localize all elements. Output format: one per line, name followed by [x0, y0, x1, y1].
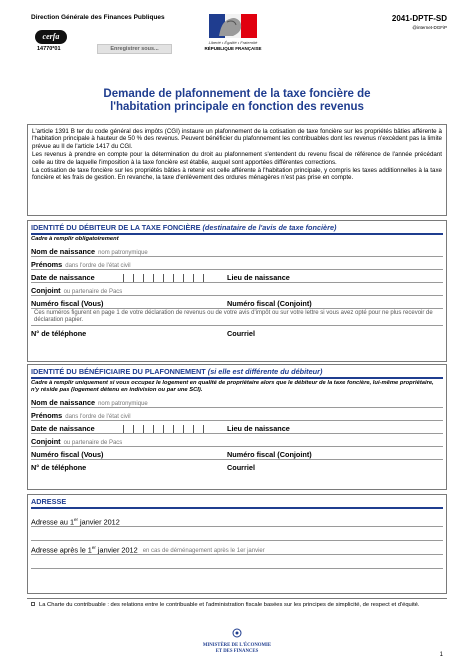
conjoint-hint: ou partenaire de Pacs — [63, 440, 123, 446]
conjoint-label: Conjoint ou partenaire de Pacs — [31, 286, 123, 295]
ministry-emblem-icon — [232, 628, 242, 638]
marianne-logo-icon — [205, 12, 260, 40]
date-boxes[interactable] — [123, 425, 203, 433]
debtor-title-italic: (destinataire de l'avis de taxe foncière) — [202, 223, 337, 232]
beneficiary-contact-field[interactable] — [31, 460, 443, 473]
prenoms-hint: dans l'ordre de l'état civil — [65, 414, 131, 420]
form-title — [27, 88, 447, 114]
prenoms-label: Prénoms dans l'ordre de l'état civil — [31, 411, 131, 420]
debtor-note: Cadre à remplir obligatoirement — [31, 236, 119, 242]
debtor-title-text: IDENTITÉ DU DÉBITEUR DE LA TAXE FONCIÈRE — [31, 223, 201, 232]
charter-text: La Charte du contribuable : des relations entre le contribuable et l'administration fiscale basées sur les principes de simplicité, de respect et d'équité. — [39, 602, 420, 608]
debtor-section — [27, 220, 447, 362]
debtor-contact-field[interactable] — [31, 326, 443, 339]
address-after-field[interactable] — [31, 541, 443, 555]
intro-paragraph: La cotisation de taxe foncière sur les propriétés bâties à retenir est celle afférente à l'habitation principale, y compris les taxes additionnelles à la taxe foncière et les frais de gestion. En revanche, la taxe d'enlèvement des ordures ménagères n'est pas prise en compte. — [32, 167, 442, 182]
conjoint-hint: ou partenaire de Pacs — [63, 289, 123, 295]
prenoms-label: Prénoms dans l'ordre de l'état civil — [31, 260, 131, 269]
courriel-label: Courriel — [227, 463, 255, 472]
address-section — [27, 494, 447, 594]
nom-label: Nom de naissance nom patronymique — [31, 398, 148, 407]
numvous-label: Numéro fiscal (Vous) — [31, 450, 104, 459]
debtor-prenoms-field[interactable] — [31, 257, 443, 270]
nom-hint: nom patronymique — [98, 401, 148, 407]
beneficiary-title-text: IDENTITÉ DU BÉNÉFICIAIRE DU PLAFONNEMENT — [31, 367, 206, 376]
form-source: @internet-DGFiP — [412, 25, 447, 30]
nom-hint: nom patronymique — [98, 250, 148, 256]
courriel-label: Courriel — [227, 329, 255, 338]
section-rule — [31, 507, 443, 509]
address-after-line2[interactable] — [31, 555, 443, 569]
form-code: 2041-DPTF-SD — [391, 14, 447, 23]
address-2012-line2[interactable] — [31, 527, 443, 541]
nom-label: Nom de naissance nom patronymique — [31, 247, 148, 256]
debtor-conjoint-field[interactable] — [31, 283, 443, 296]
debtor-numero-field[interactable] — [31, 296, 443, 309]
beneficiary-section — [27, 364, 447, 490]
cerfa-logo: cerfa — [35, 30, 67, 44]
prenoms-hint: dans l'ordre de l'état civil — [65, 263, 131, 269]
direction-label: Direction Générale des Finances Publiques — [31, 14, 165, 21]
beneficiary-numero-field[interactable] — [31, 447, 443, 460]
save-as-button[interactable]: Enregistrer sous... — [97, 44, 172, 54]
numconj-label: Numéro fiscal (Conjoint) — [227, 450, 312, 459]
intro-paragraph: Les revenus à prendre en compte pour la détermination du droit au plafonnement s'entendent du revenu fiscal de référence de l'année précédant celle au titre de laquelle l'imposition à la taxe foncière est établie, auquel sont apportées différentes corrections. — [32, 151, 442, 166]
page-number: 1 — [439, 652, 443, 658]
debtor-nom-field[interactable] — [31, 244, 443, 257]
form-title-line: l'habitation principale en fonction des revenus — [110, 101, 364, 113]
numconj-label: Numéro fiscal (Conjoint) — [227, 299, 312, 308]
republic-block — [198, 40, 268, 51]
charter-bullet-icon — [31, 602, 35, 606]
beneficiary-nom-field[interactable] — [31, 395, 443, 408]
beneficiary-note: Cadre à remplir uniquement si vous occupez le logement en qualité de propriétaire alors que le débiteur de la taxe foncière, lui-même propriétaire, n'y réside pas (logement détenu en indivision ou par une SCI). — [31, 380, 434, 393]
address-after-hint: en cas de déménagement après le 1er janvier — [142, 548, 265, 555]
lieu-label: Lieu de naissance — [227, 273, 290, 282]
charter-note — [27, 598, 447, 609]
form-title-line: Demande de plafonnement de la taxe foncière de — [103, 88, 371, 100]
republic-motto: Liberté • Égalité • Fraternité — [208, 40, 258, 45]
beneficiary-section-title — [28, 365, 446, 376]
address-section-title: ADRESSE — [31, 497, 67, 506]
republic-name: RÉPUBLIQUE FRANÇAISE — [204, 46, 262, 51]
debtor-date-field[interactable] — [31, 270, 443, 283]
tel-label: N° de téléphone — [31, 329, 87, 338]
conjoint-label: Conjoint ou partenaire de Pacs — [31, 437, 123, 446]
address-2012-label: Adresse au 1er janvier 2012 — [31, 517, 120, 527]
beneficiary-conjoint-field[interactable] — [31, 434, 443, 447]
lieu-label: Lieu de naissance — [227, 424, 290, 433]
date-label: Date de naissance — [31, 424, 95, 433]
ministry-name-line: ET DES FINANCES — [215, 649, 259, 654]
tel-label: N° de téléphone — [31, 463, 87, 472]
intro-box — [27, 124, 447, 216]
debtor-section-title — [28, 221, 446, 232]
address-after-label: Adresse après le 1er janvier 2012 en cas de déménagement après le 1er janvier — [31, 545, 265, 555]
date-label: Date de naissance — [31, 273, 95, 282]
ministry-name-line: MINISTÈRE DE L'ÉCONOMIE — [202, 643, 272, 648]
beneficiary-prenoms-field[interactable] — [31, 408, 443, 421]
address-after-line3[interactable] — [31, 569, 443, 583]
date-boxes[interactable] — [123, 274, 203, 282]
numero-note: Ces numéros figurent en page 1 de votre déclaration de revenus ou de votre avis d'impôt ou sur votre lettre si vous avez opté pour ne plus recevoir de déclaration papier. — [31, 309, 443, 326]
intro-paragraph: L'article 1391 B ter du code général des impôts (CGI) instaure un plafonnement de la cotisation de taxe foncière sur les propriétés bâties afférente à l'habitation principale à hauteur de 50 % des revenus. Peuvent bénéficier du plafonnement les contribuables dont les revenus n'excèdent pas la limite prévue au II de l'article 1417 du CGI. — [32, 128, 442, 150]
beneficiary-date-field[interactable] — [31, 421, 443, 434]
cerfa-number: 14770*01 — [37, 46, 61, 52]
form-frame — [27, 8, 447, 660]
numvous-label: Numéro fiscal (Vous) — [31, 299, 104, 308]
address-2012-field[interactable] — [31, 513, 443, 527]
ministry-logo — [197, 628, 277, 655]
beneficiary-title-italic: (si elle est différente du débiteur) — [207, 367, 323, 376]
